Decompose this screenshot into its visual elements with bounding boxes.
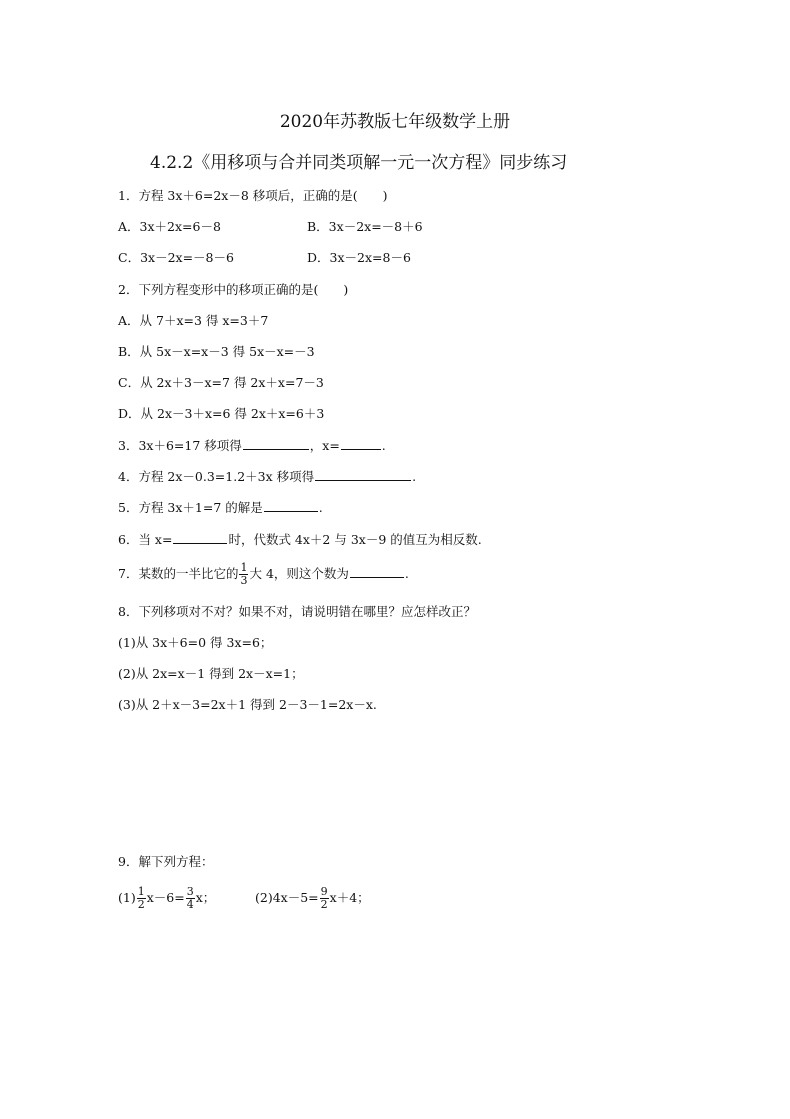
q3-blank-1[interactable] xyxy=(243,436,309,450)
q9-e1-mid: x－6= xyxy=(146,890,185,905)
q9-stem: 9．解下列方程： xyxy=(118,854,214,869)
q9-e1-f1-den: 2 xyxy=(137,898,145,911)
q4-line xyxy=(118,467,416,486)
q9-e1-fraction-1 xyxy=(137,886,146,911)
q8-sub-3: (3)从 2＋x－3=2x＋1 得到 2－3－1=2x－x. xyxy=(118,697,377,712)
q7-text-3: . xyxy=(404,566,409,581)
q1-option-c: C．3x－2x=－8－6 xyxy=(118,250,234,265)
q3-blank-2[interactable] xyxy=(341,436,381,450)
q3-text-1: 3．3x＋6=17 移项得 xyxy=(118,438,242,453)
q8-stem: 8．下列移项对不对？如果不对，请说明错在哪里？应怎样改正？ xyxy=(118,604,476,619)
q1-stem: 1．方程 3x＋6=2x－8 移项后，正确的是( ) xyxy=(118,188,388,203)
q5-text-2: . xyxy=(318,500,323,515)
q1-option-b: B．3x－2x=－8＋6 xyxy=(307,219,423,234)
q9-e2-end: x＋4； xyxy=(329,890,370,905)
page-title: 2020年苏教版七年级数学上册 xyxy=(279,112,511,132)
q9-e2-f-num: 9 xyxy=(320,885,328,898)
q1-option-d: D．3x－2x=8－6 xyxy=(307,250,411,265)
q7-text-2: 大 4，则这个数为 xyxy=(249,566,349,581)
q2-stem: 2．下列方程变形中的移项正确的是( ) xyxy=(118,282,349,297)
q7-blank[interactable] xyxy=(350,564,404,578)
q4-blank[interactable] xyxy=(315,467,411,481)
q5-blank[interactable] xyxy=(264,498,318,512)
q7-line xyxy=(118,561,409,587)
q2-option-b: B．从 5x－x=x－3 得 5x－x=－3 xyxy=(118,344,315,359)
q9-e1-end: x； xyxy=(195,890,216,905)
q7-frac-den: 3 xyxy=(240,574,248,587)
q7-frac-num: 1 xyxy=(240,561,248,574)
q3-text-3: . xyxy=(381,438,386,453)
q9-e2-f-den: 2 xyxy=(320,898,328,911)
q4-text-1: 4．方程 2x－0.3=1.2＋3x 移项得 xyxy=(118,469,315,484)
page-subtitle: 4.2.2《用移项与合并同类项解一元一次方程》同步练习 xyxy=(150,153,568,173)
q2-option-c: C．从 2x＋3－x=7 得 2x＋x=7－3 xyxy=(118,375,324,390)
q6-blank[interactable] xyxy=(173,530,227,544)
q7-fraction xyxy=(239,562,248,587)
q2-option-a: A．从 7＋x=3 得 x=3＋7 xyxy=(118,313,269,328)
q6-text-2: 时，代数式 4x＋2 与 3x－9 的值互为相反数. xyxy=(228,532,482,547)
q9-e1-prefix: (1) xyxy=(118,890,136,905)
q8-sub-2: (2)从 2x=x－1 得到 2x－x=1； xyxy=(118,666,304,681)
q6-line xyxy=(118,530,482,549)
q7-text-1: 7．某数的一半比它的 xyxy=(118,566,239,581)
q9-e1-f2-den: 4 xyxy=(186,898,194,911)
q9-equation-1 xyxy=(118,884,215,912)
q9-e1-f2-num: 3 xyxy=(186,885,194,898)
q8-sub-1: (1)从 3x＋6=0 得 3x=6； xyxy=(118,635,273,650)
q9-e1-f1-num: 1 xyxy=(137,885,145,898)
q6-text-1: 6．当 x= xyxy=(118,532,173,547)
q5-text-1: 5．方程 3x＋1=7 的解是 xyxy=(118,500,263,515)
q1-option-a: A．3x＋2x=6－8 xyxy=(118,219,221,234)
q4-text-2: . xyxy=(412,469,417,484)
q5-line xyxy=(118,498,323,517)
q9-e2-prefix: (2)4x－5= xyxy=(255,890,319,905)
q3-line xyxy=(118,436,386,455)
q9-equation-2 xyxy=(255,884,370,912)
q9-e1-fraction-2 xyxy=(186,886,195,911)
q2-option-d: D．从 2x－3＋x=6 得 2x＋x=6＋3 xyxy=(118,406,325,421)
q9-e2-fraction xyxy=(320,886,329,911)
q3-text-2: ，x= xyxy=(309,438,340,453)
